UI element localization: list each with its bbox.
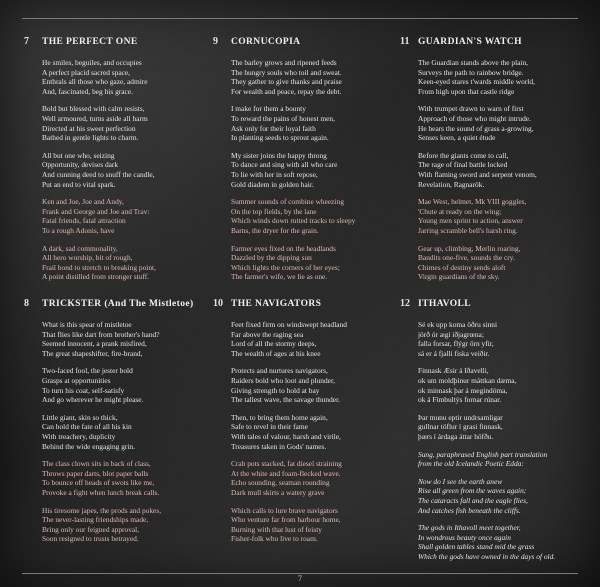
verse-line: Well armoured, turns aside all harm (42, 113, 148, 123)
verse-line: Throws paper darts, blot paper balls (42, 468, 149, 478)
song-the-perfect-one (24, 36, 204, 290)
verse-line: The gods in Ithavoll meet together, (418, 523, 521, 533)
song-number: 7 (24, 36, 29, 47)
stanza (418, 58, 580, 96)
verse-line: With treachery, duplicity (42, 431, 116, 441)
stanza (42, 151, 204, 189)
verse-line: Then, to bring them home again, (231, 412, 328, 422)
verse-line: Bring only our feigned approval, (42, 524, 140, 534)
verse-line: For wealth and peace, repay the debt. (231, 86, 342, 96)
verse-line: Bathed in gentle lights to charm. (42, 133, 139, 143)
verse-line: With tales of valour, harsh and virile, (231, 431, 341, 441)
verse-line: Far above the raging sea (231, 329, 304, 339)
verse-line: Directed at his sweet perfection (42, 123, 136, 133)
verse-line: Dark mull skirts a watery grave (231, 487, 325, 497)
verse-line: from the old Icelandic Poetic Edda: (418, 459, 524, 469)
verse-line: Which the gods have owned in the days of old. (418, 551, 556, 561)
verse-line: jörð ór ægi iðjagrœna; (418, 329, 484, 339)
verse-line: A perfect placid sacred space, (42, 67, 131, 77)
song-cornucopia (213, 36, 393, 290)
verse-line: He smiles, beguiles, and occupies (42, 58, 142, 67)
verse-line: Which calls to lure brave navigators (231, 505, 338, 515)
stanza (418, 450, 580, 469)
song-number: 8 (24, 298, 29, 309)
verse-line: Sung, paraphrased English part translation (418, 449, 548, 459)
stanza (42, 244, 204, 282)
verse-line: Chimes of destiny sends aloft (418, 262, 506, 272)
verse-line: Can hold the fate of all his kin (42, 422, 132, 432)
verse-line: Revelation, Ragnarök. (418, 179, 485, 189)
verse-line: Finnask Æsir á Iðavelli, (418, 366, 489, 376)
verse-line: The wealth of ages at his knee (231, 348, 321, 358)
verse-line: Little giant, skin so thick, (42, 412, 118, 422)
verse-line: The class clown sits in back of class, (42, 459, 151, 469)
verse-line: To turn his coat, self-satisfy (42, 385, 125, 395)
song-title: CORNUCOPIA (231, 37, 301, 47)
verse-line: The Guardian stands above the plain, (418, 58, 529, 67)
verse-line: That flies like dart from brother's hand? (42, 329, 160, 339)
song-verses (42, 58, 204, 282)
verse-line: gullnar töflur í grasi finnask, (418, 422, 503, 432)
verse-line: Provoke a fight when lunch break calls. (42, 487, 160, 497)
verse-line: Opportunity, devises dark (42, 160, 119, 170)
song-title: THE NAVIGATORS (231, 299, 322, 309)
verse-line: From high upon that castle ridge (418, 86, 515, 96)
stanza (42, 320, 204, 358)
verse-line: And cunning deed to snuff the candle, (42, 169, 155, 179)
song-the-navigators (213, 298, 393, 552)
verse-line: Grasps at opportunities (42, 375, 111, 385)
verse-line: Frail bond to stretch to breaking point, (42, 262, 156, 272)
song-verses (231, 320, 393, 544)
verse-line: Gold diadem in golden hair. (231, 179, 314, 189)
song-number: 9 (213, 36, 218, 47)
stanza (418, 523, 580, 561)
verse-line: Virgin guardians of the sky. (418, 272, 500, 282)
verse-line: Before the giants come to call, (418, 150, 509, 160)
stanza (418, 413, 580, 442)
verse-line: All hero worship, bit of rough, (42, 253, 133, 263)
verse-line: Summer sounds of combine wheezing (231, 197, 344, 207)
stanza (418, 477, 580, 515)
verse-line: Þar munu eptir undrsamligar (418, 412, 503, 422)
stanza (231, 151, 393, 189)
song-number: 12 (400, 298, 410, 309)
verse-line: Giving strength to hold at bay (231, 385, 320, 395)
stanza (231, 197, 393, 235)
verse-line: Echo sounding, seaman rounding (231, 478, 330, 488)
top-rule (22, 18, 578, 19)
verse-line: All but one who, seizing (42, 150, 115, 160)
verse-line: Which winds down rutted tracks to sleepy (231, 216, 356, 226)
song-ithavoll (400, 298, 580, 569)
verse-line: Surveys the path to rainbow bridge. (418, 67, 524, 77)
verse-line: Farmer eyes fixed on the headlands (231, 243, 336, 253)
verse-line: Rise all green from the waves again; (418, 486, 527, 496)
verse-line: His tiresome japes, the prods and pokes, (42, 505, 162, 515)
verse-line: A dark, sad commonality, (42, 243, 118, 253)
verse-line: Fatal friends, fatal attraction (42, 216, 126, 226)
verse-line: My sister joins the happy throng (231, 150, 327, 160)
verse-line: 'Chute at ready on the wing; (418, 206, 502, 216)
stanza (231, 104, 393, 142)
verse-line: ok um moldþinur máttkan dæma, (418, 375, 517, 385)
verse-line: Senses keen, a quiet étude (418, 133, 496, 143)
stanza (42, 506, 204, 544)
verse-line: Bold but blessed with calm resists, (42, 104, 145, 114)
verse-line: A point distilled from stronger stuff. (42, 272, 150, 282)
stanza (42, 104, 204, 142)
stanza (231, 244, 393, 282)
song-guardians-watch (400, 36, 580, 290)
verse-line: To reward the pains of honest men, (231, 113, 335, 123)
verse-line: At the white and foam-flecked wave. (231, 468, 341, 478)
verse-line: On the top fields, by the lane (231, 206, 317, 216)
verse-line: The tallest wave, the savage thunder. (231, 395, 340, 405)
verse-line: Mae West, helmet, Mk VIII goggles, (418, 197, 527, 207)
verse-line: To lie with her in soft repose, (231, 169, 318, 179)
stanza (42, 413, 204, 451)
verse-line: And, fascinated, beg his grace. (42, 86, 133, 96)
verse-line: Now do I see the earth anew (418, 476, 503, 486)
stanza (418, 151, 580, 189)
verse-line: The great shapeshifter, fire-brand, (42, 348, 143, 358)
verse-line: Put an end to vital spark. (42, 179, 116, 189)
stanza (418, 366, 580, 404)
verse-line: He hears the sound of grass a-growing, (418, 123, 534, 133)
stanza (231, 58, 393, 96)
verse-line: Ask only for their loyal faith (231, 123, 316, 133)
verse-line: Young men sprint to action, answer (418, 216, 523, 226)
song-title: ITHAVOLL (418, 299, 471, 309)
verse-line: With trumpet drawn to warn of first (418, 104, 524, 114)
stanza (42, 197, 204, 235)
verse-line: I make for them a bounty (231, 104, 306, 114)
verse-line: Soon resigned to trusts betrayed. (42, 534, 139, 544)
verse-line: Feet fixed firm on windswept headland (231, 320, 347, 329)
verse-line: Burning with that lust of feisty (231, 524, 322, 534)
stanza (231, 459, 393, 497)
stanza (42, 366, 204, 404)
verse-line: They gather to give thanks and praise (231, 77, 342, 87)
verse-line: Enthrals all those who gaze, admire (42, 77, 148, 87)
verse-line: The hungry souls who toil and sweat. (231, 67, 342, 77)
verse-line: Treasures taken in Gods' names. (231, 441, 327, 451)
stanza (231, 506, 393, 544)
verse-line: Keen-eyed stares t'wards middle world, (418, 77, 535, 87)
verse-line: Which lights the corners of her eyes; (231, 262, 340, 272)
verse-line: Barns, the dryer for the grain. (231, 225, 319, 235)
verse-line: Ken and Joe, Joe and Andy, (42, 197, 124, 207)
verse-line: And go wherever he might please. (42, 395, 144, 405)
verse-line: To bounce off heads of swots like me, (42, 478, 155, 488)
song-title: THE PERFECT ONE (42, 37, 138, 47)
stanza (231, 413, 393, 451)
stanza (418, 320, 580, 358)
stanza (231, 320, 393, 358)
verse-line: þærs í árdaga áttar höfðu. (418, 431, 494, 441)
verse-line: Dazzled by the dipping sun (231, 253, 312, 263)
stanza (418, 197, 580, 235)
song-verses (231, 58, 393, 282)
verse-line: The never-lasting friendships made, (42, 515, 149, 525)
song-verses (418, 320, 580, 561)
page-number: 7 (297, 575, 303, 583)
verse-line: The rage of final battle locked (418, 160, 508, 170)
verse-line: Seemed innocent, a prank misfired, (42, 339, 147, 349)
verse-line: Shall golden tables stand mid the grass (418, 542, 535, 552)
verse-line: Bandits one-five, sounds the cry. (418, 253, 515, 263)
verse-line: In wondrous beauty once again (418, 532, 511, 542)
verse-line: The barley grows and ripened feeds (231, 58, 337, 67)
stanza (418, 104, 580, 142)
verse-line: With flaming sword and serpent venom, (418, 169, 537, 179)
verse-line: Sé ek upp koma öðru sinni (418, 320, 498, 329)
verse-line: sá er á fjalli fiska veiðir. (418, 348, 490, 358)
verse-line: In planting seeds to sprout again. (231, 133, 329, 143)
song-number: 10 (213, 298, 223, 309)
verse-line: The farmer's wife, we lie as one. (231, 272, 328, 282)
verse-line: Lord of all the stormy deeps, (231, 339, 317, 349)
verse-line: And catches fish beneath the cliffs. (418, 505, 521, 515)
verse-line: ok minnask þar á megindóma, (418, 385, 508, 395)
verse-line: Two-faced fool, the jester bold (42, 366, 133, 376)
song-title: GUARDIAN'S WATCH (418, 37, 522, 47)
verse-line: Gear up, climbing, Merlin roaring, (418, 243, 521, 253)
verse-line: Raiders bold who loot and plunder, (231, 375, 335, 385)
stanza (231, 366, 393, 404)
verse-line: Crab pots stacked, fat diesel straining (231, 459, 342, 469)
verse-line: The cataracts fall and the eagle flies, (418, 495, 528, 505)
verse-line: falla forsar, flýgr örn yfir, (418, 339, 494, 349)
verse-line: What is this spear of mistletoe (42, 320, 132, 329)
verse-line: Protects and nurtures navigators, (231, 366, 328, 376)
verse-line: Behind the wide engaging grin. (42, 441, 135, 451)
song-number: 11 (400, 36, 410, 47)
verse-line: Safe to revel in their fame (231, 422, 308, 432)
verse-line: Who venture far from harbour home, (231, 515, 341, 525)
song-verses (418, 58, 580, 282)
stanza (418, 244, 580, 282)
bottom-rule (22, 573, 578, 574)
verse-line: Approach of those who might intrude. (418, 113, 531, 123)
verse-line: Jarring scramble bell's harsh ring. (418, 225, 518, 235)
verse-line: Frank and George and Joe and Trav: (42, 206, 150, 216)
verse-line: To dance and sing with all who care (231, 160, 338, 170)
verse-line: Fisher-folk who live to roam. (231, 534, 318, 544)
stanza (42, 459, 204, 497)
stanza (42, 58, 204, 96)
song-verses (42, 320, 204, 544)
song-trickster (24, 298, 204, 552)
verse-line: To a rough Adonis, have (42, 225, 115, 235)
song-title: TRICKSTER (And The Mistletoe) (42, 299, 194, 309)
verse-line: ok á Fimbultýs fornar rúnar. (418, 395, 502, 405)
